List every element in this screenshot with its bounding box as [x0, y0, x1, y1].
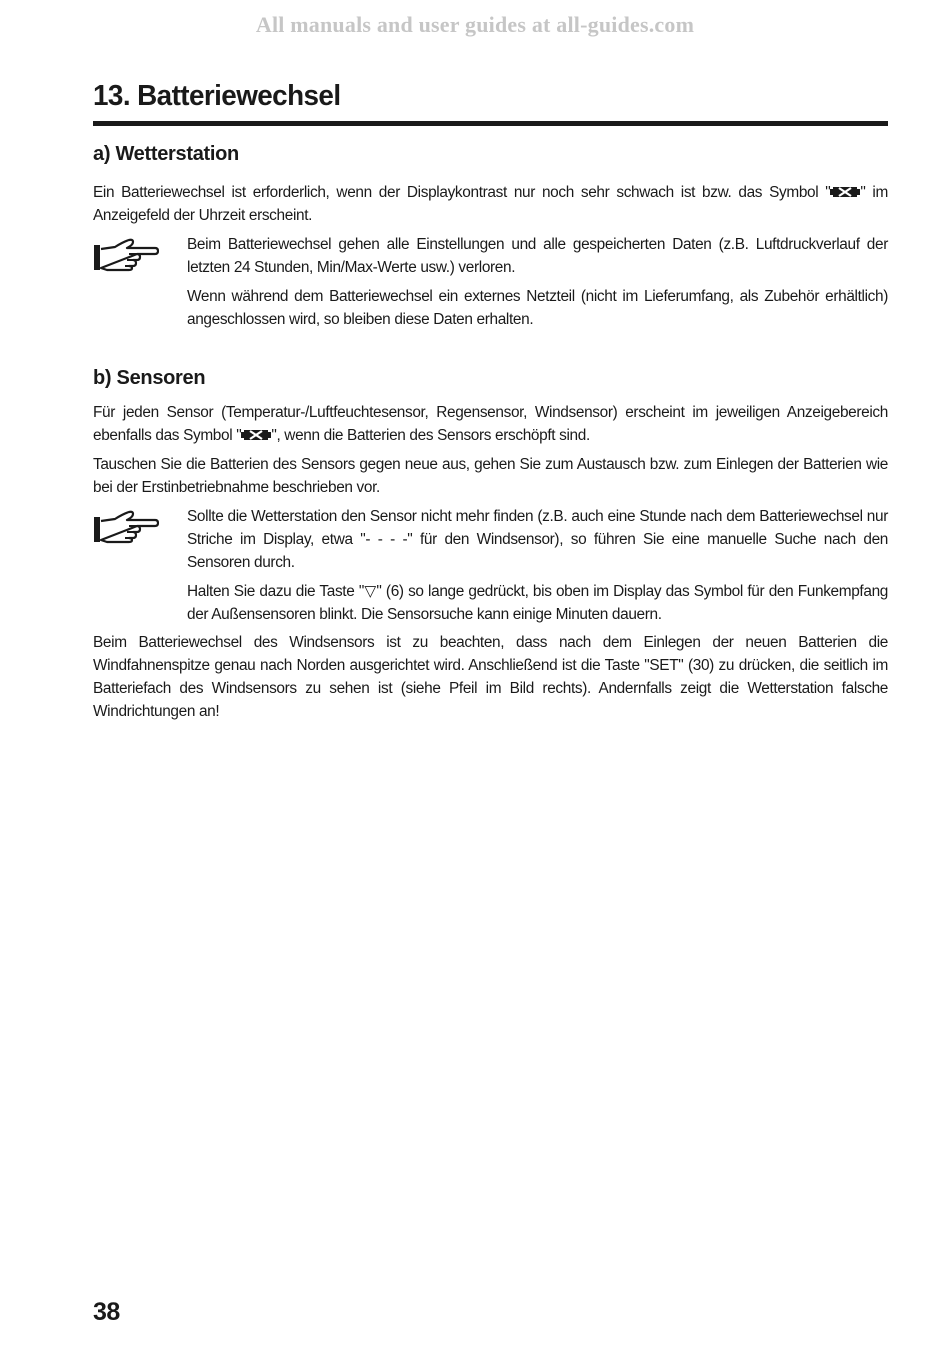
page-number: 38: [93, 1298, 120, 1326]
paragraph-text-start: Ein Batteriewechsel ist erforderlich, wenn der Displaykontrast nur noch sehr schwach ist bzw. das Symbol ": [93, 184, 831, 201]
section-heading-wetterstation: a) Wetterstation: [93, 143, 239, 165]
paragraph-text-end: ", wenn die Batterien des Sensors erschöpft sind.: [271, 427, 590, 444]
paragraph-text-start: Für jeden Sensor (Temperatur-/Luftfeuchtesensor, Regensensor, Windsensor) erscheint im jeweiligen Anzeigebereich ebenfalls das Symbol ": [93, 404, 888, 444]
paragraph-battery-symbol: [93, 181, 888, 227]
paragraph-wind-sensor: Beim Batteriewechsel des Windsensors ist zu beachten, dass nach dem Einlegen der neuen Batterien die Windfahnenspitze genau nach Norden ausgerichtet wird. Anschließend ist die Taste "SET" (30) zu drücken, die seitlich im Batteriefach des Windsensors zu sehen ist (siehe Pfeil im Bild rechts). Andernfalls zeigt die Wetterstation falsche Windrichtungen an!: [93, 634, 888, 720]
paragraph-text-end: " im Anzeigefeld der Uhrzeit erscheint.: [93, 184, 888, 224]
battery-low-icon: [830, 185, 860, 199]
paragraph-replace-batteries: Tauschen Sie die Batterien des Sensors gegen neue aus, gehen Sie zum Austausch bzw. zum Einlegen der Batterien wie bei der Erstinbetriebnahme beschrieben vor.: [93, 456, 888, 496]
chapter-title: 13. Batteriewechsel: [93, 80, 341, 112]
pointing-hand-icon: [93, 238, 159, 272]
section-heading-sensoren: b) Sensoren: [93, 367, 206, 389]
note-hold-button: Halten Sie dazu die Taste "▽" (6) so lange gedrückt, bis oben im Display das Symbol für den Funkempfang der Außensensoren blinkt. Die Sensorsuche kann einige Minuten dauern.: [187, 583, 888, 623]
note-settings-lost: Beim Batteriewechsel gehen alle Einstellungen und alle gespeicherten Daten (z.B. Luftdruckverlauf der letzten 24 Stunden, Min/Max-Werte usw.) verloren.: [187, 236, 888, 276]
title-rule: [93, 121, 888, 126]
paragraph-sensor-symbol: [93, 401, 888, 447]
watermark: All manuals and user guides at all-guides.com: [255, 12, 695, 37]
note-external-power: Wenn während dem Batteriewechsel ein externes Netzteil (nicht im Lieferumfang, als Zubehör erhältlich) angeschlossen wird, so bleiben diese Daten erhalten.: [187, 288, 888, 328]
battery-low-icon: [241, 428, 271, 442]
note-manual-search: Sollte die Wetterstation den Sensor nicht mehr finden (z.B. auch eine Stunde nach dem Batteriewechsel nur Striche im Display, etwa "- - - -" für den Windsensor), so führen Sie eine manuelle Suche nach den Sensoren durch.: [187, 508, 888, 571]
pointing-hand-icon: [93, 510, 159, 544]
